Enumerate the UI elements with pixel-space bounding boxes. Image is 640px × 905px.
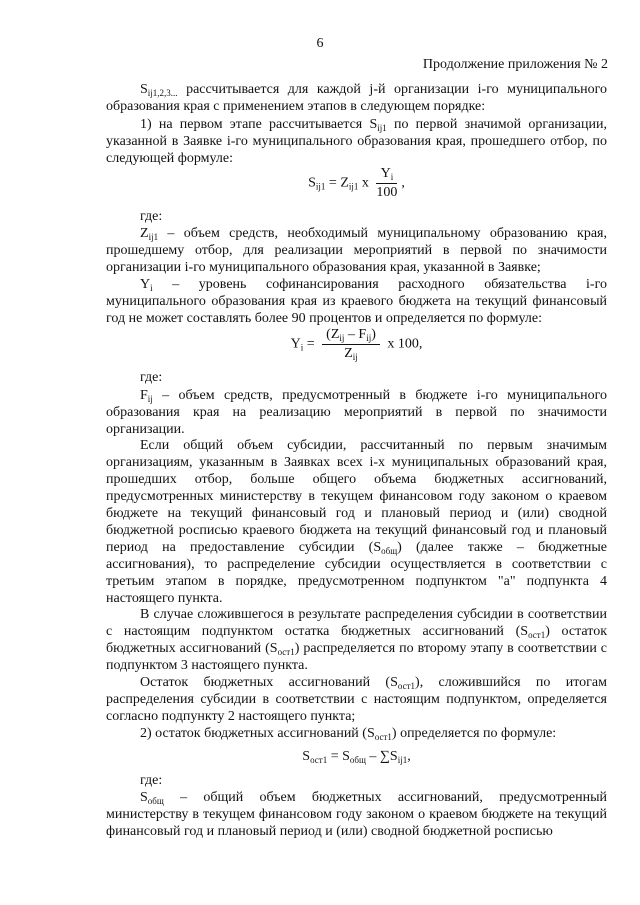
paragraph-yi-definition: $Y_i$ – уровень софинансирования расходного обязательства i-го муниципального образования края из краевого бюджета на текущий финансовый год не может составлять более 90 процентов и определяется по формуле: [106, 277, 607, 326]
where-label-1: где: [140, 209, 163, 224]
paragraph-sij-definition: $S_{ij1,2,3...}$ рассчитывается для каждой j-й организации i-го муниципального образования края с применением этапов в следующем порядке: [106, 82, 607, 114]
formula-sost1: $S_{ост1} = S_{общ} - \sum S_{ij1}$, [302, 749, 411, 765]
paragraph-total-subsidy: Если общий объем субсидии, рассчитанный по первым значимым организациям, указанным в Заявках всех i-х муниципальных образований края, прошедших отбор, больше общего объема бюджетных ассигнований, предусмотренных министерству в текущем финансовом году законом о краевом бюджете на текущий финансовый год и плановый период и (или) сводной бюджетной росписью краевого бюджета на текущий финансовый год и плановый период на предоставление субсидии $(S_{общ})$ (далее также – бюджетные ассигнования), то распределение субсидии осуществляется в соответствии с третьим этапом в порядке, предусмотренном подпунктом "а" подпункта 4 настоящего пункта. [106, 438, 607, 606]
formula-yi: $Y_i$ = $\frac{(Z_{ij} - F_{ij})}{Z_{ij}}$ x 100, [290, 327, 423, 362]
paragraph-fij-definition: $F_{ij}$ – объем средств, предусмотренный в бюджете i-го муниципального образования края на реализацию мероприятий в первой по значимости организации. [106, 388, 607, 437]
paragraph-zij1-definition: $Z_{ij1}$ – объем средств, необходимый муниципальному образованию края, прошедшему отбор, для реализации мероприятий в первой по значимости организации i-го муниципального образования края, указанной в Заявке; [106, 226, 607, 275]
paragraph-stage-1: 1) на первом этапе рассчитывается $S_{ij1}$ по первой значимой организации, указанной в Заявке i-го муниципального образования края, прошедшего отбор, по следующей формуле: [106, 117, 607, 166]
continuation-note: Продолжение приложения № 2 [422, 57, 608, 72]
fraction-yi-100: $\frac{Y_i}{100}$ [376, 166, 398, 200]
paragraph-stage-2: 2) остаток бюджетных ассигнований $(S_{ост1})$ определяется по формуле: [140, 726, 557, 742]
paragraph-sobsh-definition: $S_{общ}$ – общий объем бюджетных ассигнований, предусмотренный министерству в текущем финансовом году законом о краевом бюджете на текущий финансовый год и плановый период и (или) сводной бюджетной росписью [106, 790, 607, 839]
page-number: 6 [316, 36, 324, 51]
where-label-3: где: [140, 773, 163, 788]
where-label-2: где: [140, 370, 163, 385]
paragraph-remainder-determined: Остаток бюджетных ассигнований $(S_{ост1})$, сложившийся по итогам распределения субсидии в соответствии с настоящим подпунктом, определяется согласно подпункту 2 настоящего пункта; [106, 675, 607, 724]
fraction-zij-fij: $\frac{(Z_{ij} - F_{ij})}{Z_{ij}}$ [322, 327, 380, 362]
formula-sij1: $S_{ij1} = Z_{ij1}$ x $\frac{Y_i}{100}$ , [308, 166, 405, 200]
paragraph-remainder-case: В случае сложившегося в результате распределения субсидии в соответствии с настоящим подпунктом остатка бюджетных ассигнований $(S_{ост1})$ остаток бюджетных ассигнований $(S_{ост1})$ распределяется по второму этапу в соответствии с подпунктом 3 настоящего пункта. [106, 607, 607, 673]
